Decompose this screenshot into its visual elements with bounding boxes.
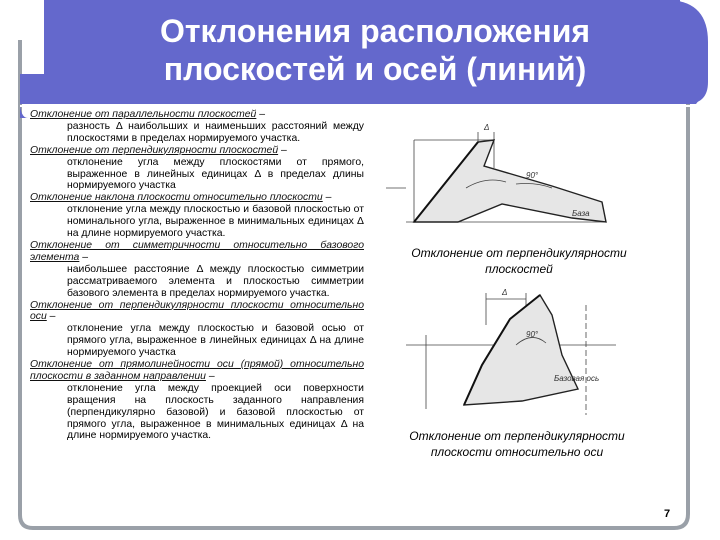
definition-dash: – [256, 109, 266, 120]
figure-bottom-angle-label: 90° [526, 330, 539, 339]
definition-text: отклонение угла между плоскостью и базовой осью от прямого угла, выраженное в линейных единицах Δ на длине нормируемого участка [67, 323, 364, 359]
figure-bottom-base-label: Базовая ось [554, 374, 600, 383]
definition-dash: – [46, 311, 56, 323]
rotated-plane-shape [464, 295, 578, 405]
definition-dash: – [205, 370, 215, 382]
definition-dash: – [79, 251, 89, 263]
definition-text: отклонение угла между плоскостью и базовой плоскостью от номинального угла, выраженное в минимальных единицах Δ на длине нормируемого участка. [67, 204, 364, 240]
definition-text: отклонение угла между плоскостями от прямого, выраженное в линейных единицах Δ в пределах длины нормируемого участка [67, 156, 364, 192]
figure-top-base-label: База [572, 209, 590, 218]
figure-top-delta-label: Δ [484, 123, 490, 132]
slide-title-line-2: плоскостей и осей (линий) [163, 51, 587, 87]
definition-term: Отклонение от перпендикулярности плоскостей [30, 144, 279, 156]
definition-term: Отклонение наклона плоскости относительно плоскости [30, 192, 323, 204]
definition-item [30, 300, 364, 360]
definitions-list [30, 109, 364, 442]
definition-dash: – [322, 192, 332, 204]
definition-term: Отклонение от прямолинейности оси (прямой) относительно плоскости в заданном направлении [30, 359, 364, 382]
definition-text: отклонение угла между проекцией оси поверхности вращения на плоскость заданного направления (перпендикулярно базовой) и базовой плоскостью от прямого угла, выраженное в минимальных единицах Δ на длине нормируемого участка. [67, 382, 364, 442]
figure-perpendicularity-plane-axis [386, 285, 636, 415]
definition-term: Отклонение от перпендикулярности плоскости относительно оси [30, 299, 364, 323]
figure-bottom-caption: Отклонение от перпендикулярности плоскости относительно оси [409, 429, 625, 459]
definition-dash: – [278, 144, 287, 156]
slide-title [70, 12, 680, 88]
slide-title-line-1: Отклонения расположения [159, 13, 591, 49]
definition-item [30, 240, 364, 300]
definition-term: Отклонение от симметричности относительно базового элемента [30, 239, 364, 263]
figure-perpendicularity-planes [366, 118, 646, 238]
definition-item [30, 359, 364, 442]
definition-item [30, 145, 364, 193]
definition-text: наибольшее расстояние Δ между плоскостью симметрии рассматриваемого элемента и плоскостью симметрии базового элемента в пределах нормируемого участка. [67, 263, 364, 299]
definition-term: Отклонение от параллельности плоскостей [30, 109, 257, 120]
figure-top-angle-label: 90° [526, 171, 539, 180]
page-number: 7 [664, 508, 671, 520]
definition-text: разность Δ наибольших и наименьших расстояний между плоскостями в пределах нормируемого участка. [67, 120, 364, 144]
definition-item [30, 192, 364, 240]
header-banner-tab [20, 74, 44, 104]
figure-top-caption: Отклонение от перпендикулярности плоскостей [411, 246, 627, 276]
definition-item [30, 109, 364, 145]
figure-bottom-delta-label: Δ [502, 288, 508, 297]
